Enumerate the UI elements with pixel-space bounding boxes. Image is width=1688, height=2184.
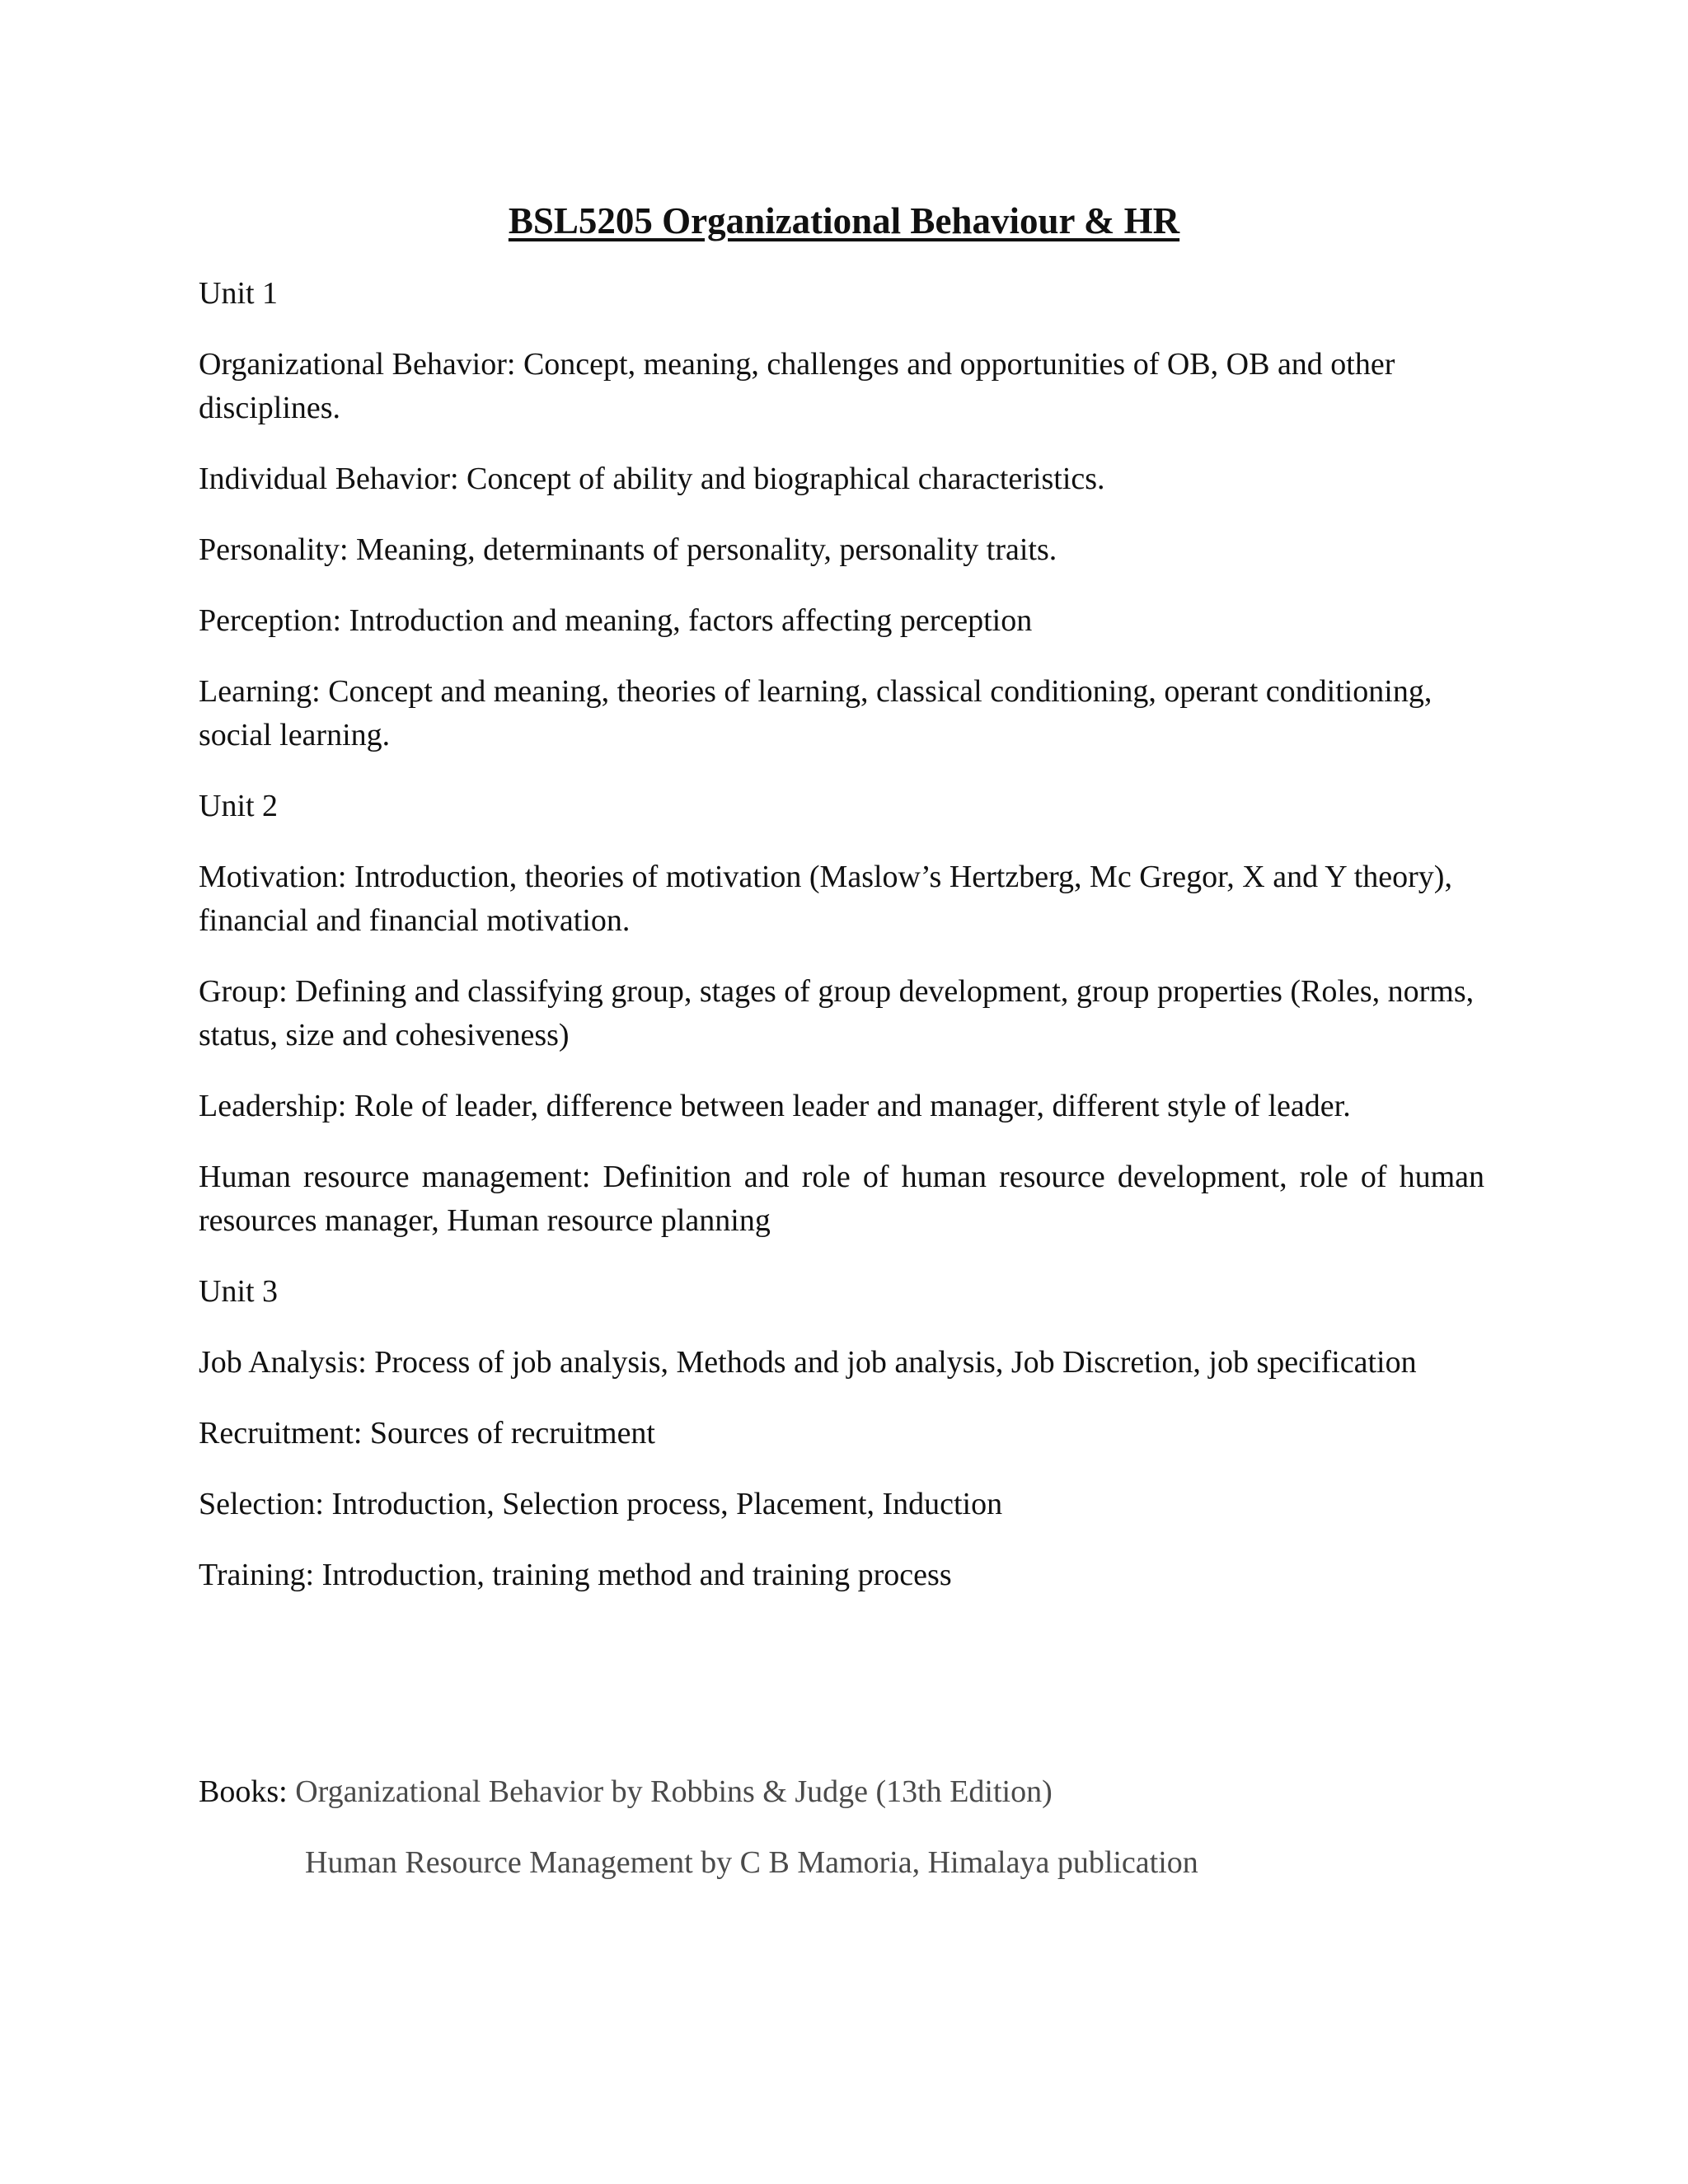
unit-heading: Unit 3: [199, 1274, 279, 1309]
unit-heading: Unit 1: [199, 276, 279, 311]
page-title: BSL5205 Organizational Behaviour & HR: [508, 200, 1180, 241]
book-title: Human Resource Management by C B Mamoria, Himalaya publication: [305, 1845, 1198, 1880]
unit-topic: Personality: Meaning, determinants of personality, personality traits.: [199, 532, 1057, 567]
book-title: Organizational Behavior by Robbins & Judge (13th Edition): [295, 1774, 1053, 1809]
unit-topic: Group: Defining and classifying group, stages of group development, group properties (Roles, norms, status, size and cohesiveness): [199, 974, 1475, 1052]
book-line: [199, 1841, 1484, 1885]
book-line: [199, 1770, 1484, 1814]
unit-topic: Leadership: Role of leader, difference between leader and manager, different style of leader.: [199, 1089, 1351, 1123]
unit-topic: Training: Introduction, training method and training process: [199, 1558, 952, 1592]
unit-topic: Motivation: Introduction, theories of motivation (Maslow’s Hertzberg, Mc Gregor, X and Y theory), financial and financial motivation.: [199, 860, 1452, 938]
unit-topic: Recruitment: Sources of recruitment: [199, 1416, 655, 1451]
unit-topic: Selection: Introduction, Selection process, Placement, Induction: [199, 1487, 1003, 1521]
unit-topic: Organizational Behavior: Concept, meaning, challenges and opportunities of OB, OB and other disciplines.: [199, 347, 1395, 425]
unit-topic: Individual Behavior: Concept of ability and biographical characteristics.: [199, 462, 1105, 496]
unit-heading: Unit 2: [199, 789, 279, 823]
syllabus-content: [199, 272, 1484, 1624]
unit-topic: Perception: Introduction and meaning, factors affecting perception: [199, 603, 1033, 638]
books-section: [199, 1770, 1484, 1912]
unit-topic: Human resource management: Definition and role of human resource development, role of human resources manager, Human resource planning: [199, 1160, 1484, 1238]
unit-topic: Learning: Concept and meaning, theories of learning, classical conditioning, operant conditioning, social learning.: [199, 674, 1432, 752]
books-label: Books:: [199, 1774, 288, 1809]
unit-topic: Job Analysis: Process of job analysis, Methods and job analysis, Job Discretion, job specification: [199, 1345, 1417, 1380]
